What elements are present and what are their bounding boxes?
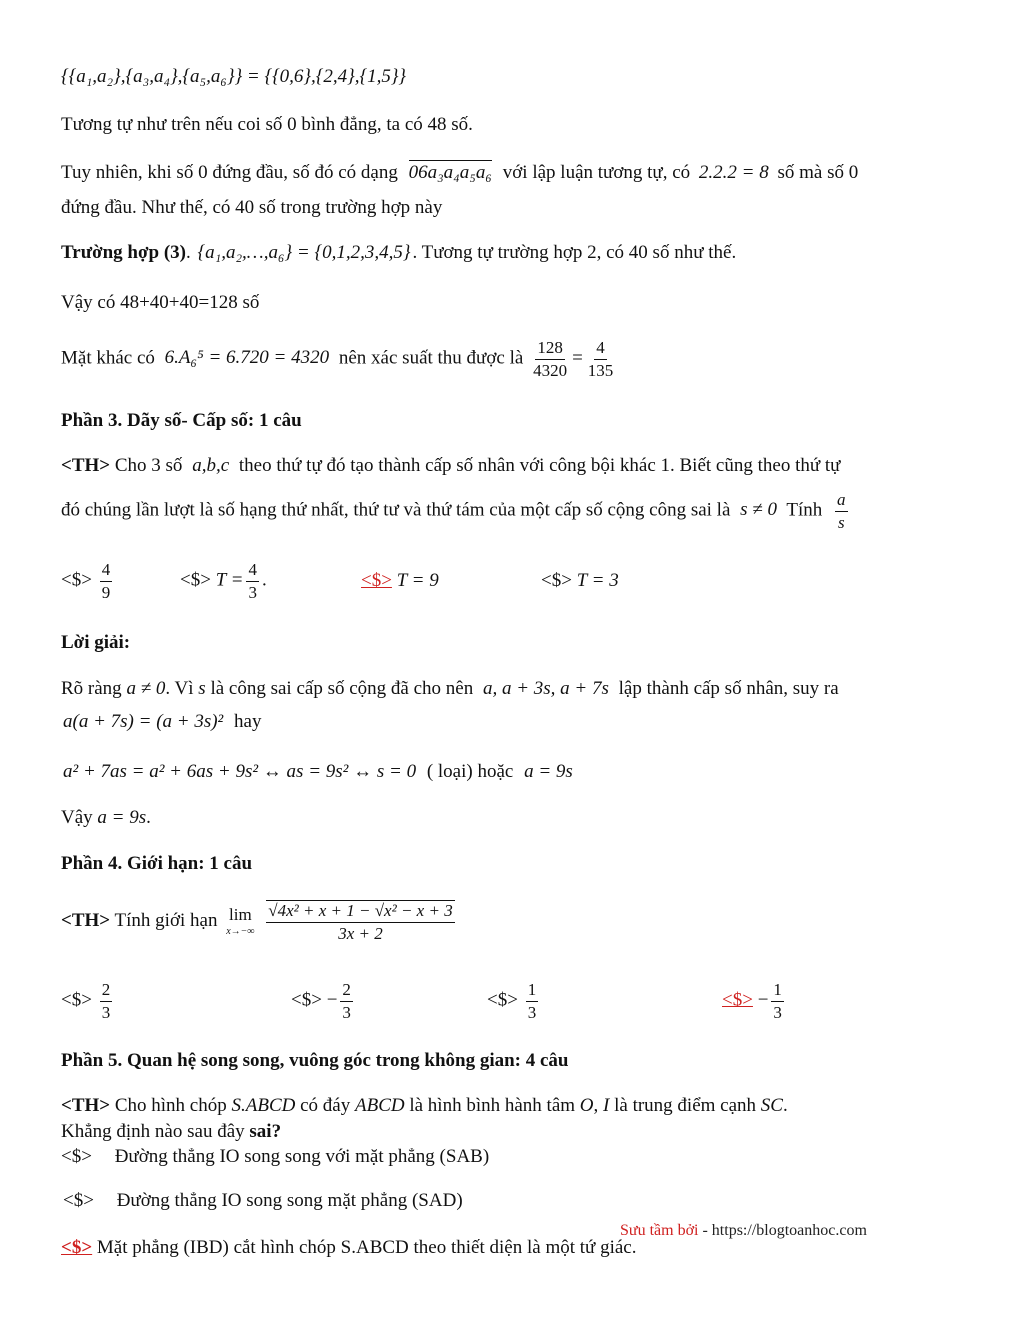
paragraph: Tương tự như trên nếu coi số 0 bình đẳng, ta có 48 số. bbox=[61, 114, 473, 135]
limit-operator: lim x→−∞ bbox=[226, 905, 255, 937]
option-b: <$> Đường thẳng IO song song mặt phẳng (SAD) bbox=[63, 1190, 463, 1211]
set-equation: {{a₁,a₂},{a₃,a₄},{a₅,a₆}} = {{0,6},{2,4},{1,5}} bbox=[61, 66, 407, 87]
paragraph: Vậy có 48+40+40=128 số bbox=[61, 292, 260, 313]
paragraph: đứng đầu. Như thế, có 40 số trong trường hợp này bbox=[61, 197, 443, 218]
question: đó chúng lần lượt là số hạng thứ nhất, thứ tư và thứ tám của một cấp số cộng công sai là s ≠ 0 Tính $\frac{a}{s}$ bbox=[61, 490, 846, 532]
option-c-correct: <$> Mặt phẳng (IBD) cắt hình chóp S.ABCD theo thiết diện là một tứ giác. bbox=[61, 1237, 637, 1258]
question: <TH> Cho hình chóp S.ABCD có đáy ABCD là hình bình hành tâm O, I là trung điểm cạnh SC. bbox=[61, 1095, 788, 1116]
section-heading: Phần 4. Giới hạn: 1 câu bbox=[61, 853, 253, 874]
option-a: <$> $\frac{4}{9}$ bbox=[61, 560, 111, 602]
paragraph: Trường hợp (3). {a₁,a₂,…,a₆} = {0,1,2,3,4,5} . Tương tự trường hợp 2, có 40 số như thế. bbox=[61, 242, 737, 263]
question: Khẳng định nào sau đây sai? bbox=[61, 1121, 282, 1142]
question: <TH> Tính giới hạn lim x→−∞ $\frac{\text{√4x² + x + 1 − √x² − x + 3}}{3x + 2}$ bbox=[61, 901, 453, 943]
fraction: $\frac{\text{√4x² + x + 1 − √x² − x + 3}}{3x + 2}$ bbox=[268, 901, 453, 943]
option-c: <$> $\frac{1}{3}$ bbox=[487, 980, 537, 1022]
equation: a(a + 7s) = (a + 3s)² hay bbox=[63, 711, 262, 732]
watermark: Sưu tầm bởi - https://blogtoanhoc.com bbox=[620, 1222, 867, 1239]
fraction: $\frac{128}{4320}$ bbox=[533, 338, 568, 380]
option-b: <$> T = $\frac{4}{3}$ . bbox=[180, 560, 267, 602]
option-b: <$> − $\frac{2}{3}$ bbox=[291, 980, 351, 1022]
option-a: <$> $\frac{2}{3}$ bbox=[61, 980, 111, 1022]
question: <TH> Cho 3 số a,b,c theo thứ tự đó tạo thành cấp số nhân với công bội khác 1. Biết cũng theo thứ tự bbox=[61, 455, 841, 476]
section-heading: Phần 3. Dãy số- Cấp số: 1 câu bbox=[61, 410, 302, 431]
section-heading: Phần 5. Quan hệ song song, vuông góc trong không gian: 4 câu bbox=[61, 1050, 569, 1071]
paragraph: Tuy nhiên, khi số 0 đứng đầu, số đó có dạng 06a₃a₄a₅a₆ với lập luận tương tự, có 2.2.2 = 8 số mà số 0 bbox=[61, 162, 859, 183]
equation: a² + 7as = a² + 6as + 9s² ↔ as = 9s² ↔ s = 0 ( loại) hoặc a = 9s bbox=[63, 761, 573, 782]
paragraph: Vậy a = 9s. bbox=[61, 807, 151, 828]
option-d-correct: <$> − $\frac{1}{3}$ bbox=[722, 980, 782, 1022]
solution-title: Lời giải: bbox=[61, 632, 131, 653]
fraction: $\frac{a}{s}$ bbox=[837, 490, 846, 532]
option-d: <$> T = 3 bbox=[541, 570, 619, 591]
paragraph: Mặt khác có 6.A₆⁵ = 6.720 = 4320 nên xác suất thu được là $\frac{128}{4320}$ = $\frac{4}{135}$ bbox=[61, 338, 614, 380]
fraction: $\frac{4}{135}$ bbox=[587, 338, 614, 380]
option-a: <$> Đường thẳng IO song song với mặt phẳng (SAB) bbox=[61, 1146, 490, 1167]
number-form: 06a₃a₄a₅a₆ bbox=[408, 162, 492, 183]
paragraph: Rõ ràng a ≠ 0. Vì s là công sai cấp số cộng đã cho nên a, a + 3s, a + 7s lập thành cấp số nhân, suy ra bbox=[61, 678, 839, 699]
option-c-correct: <$> T = 9 bbox=[361, 570, 439, 591]
